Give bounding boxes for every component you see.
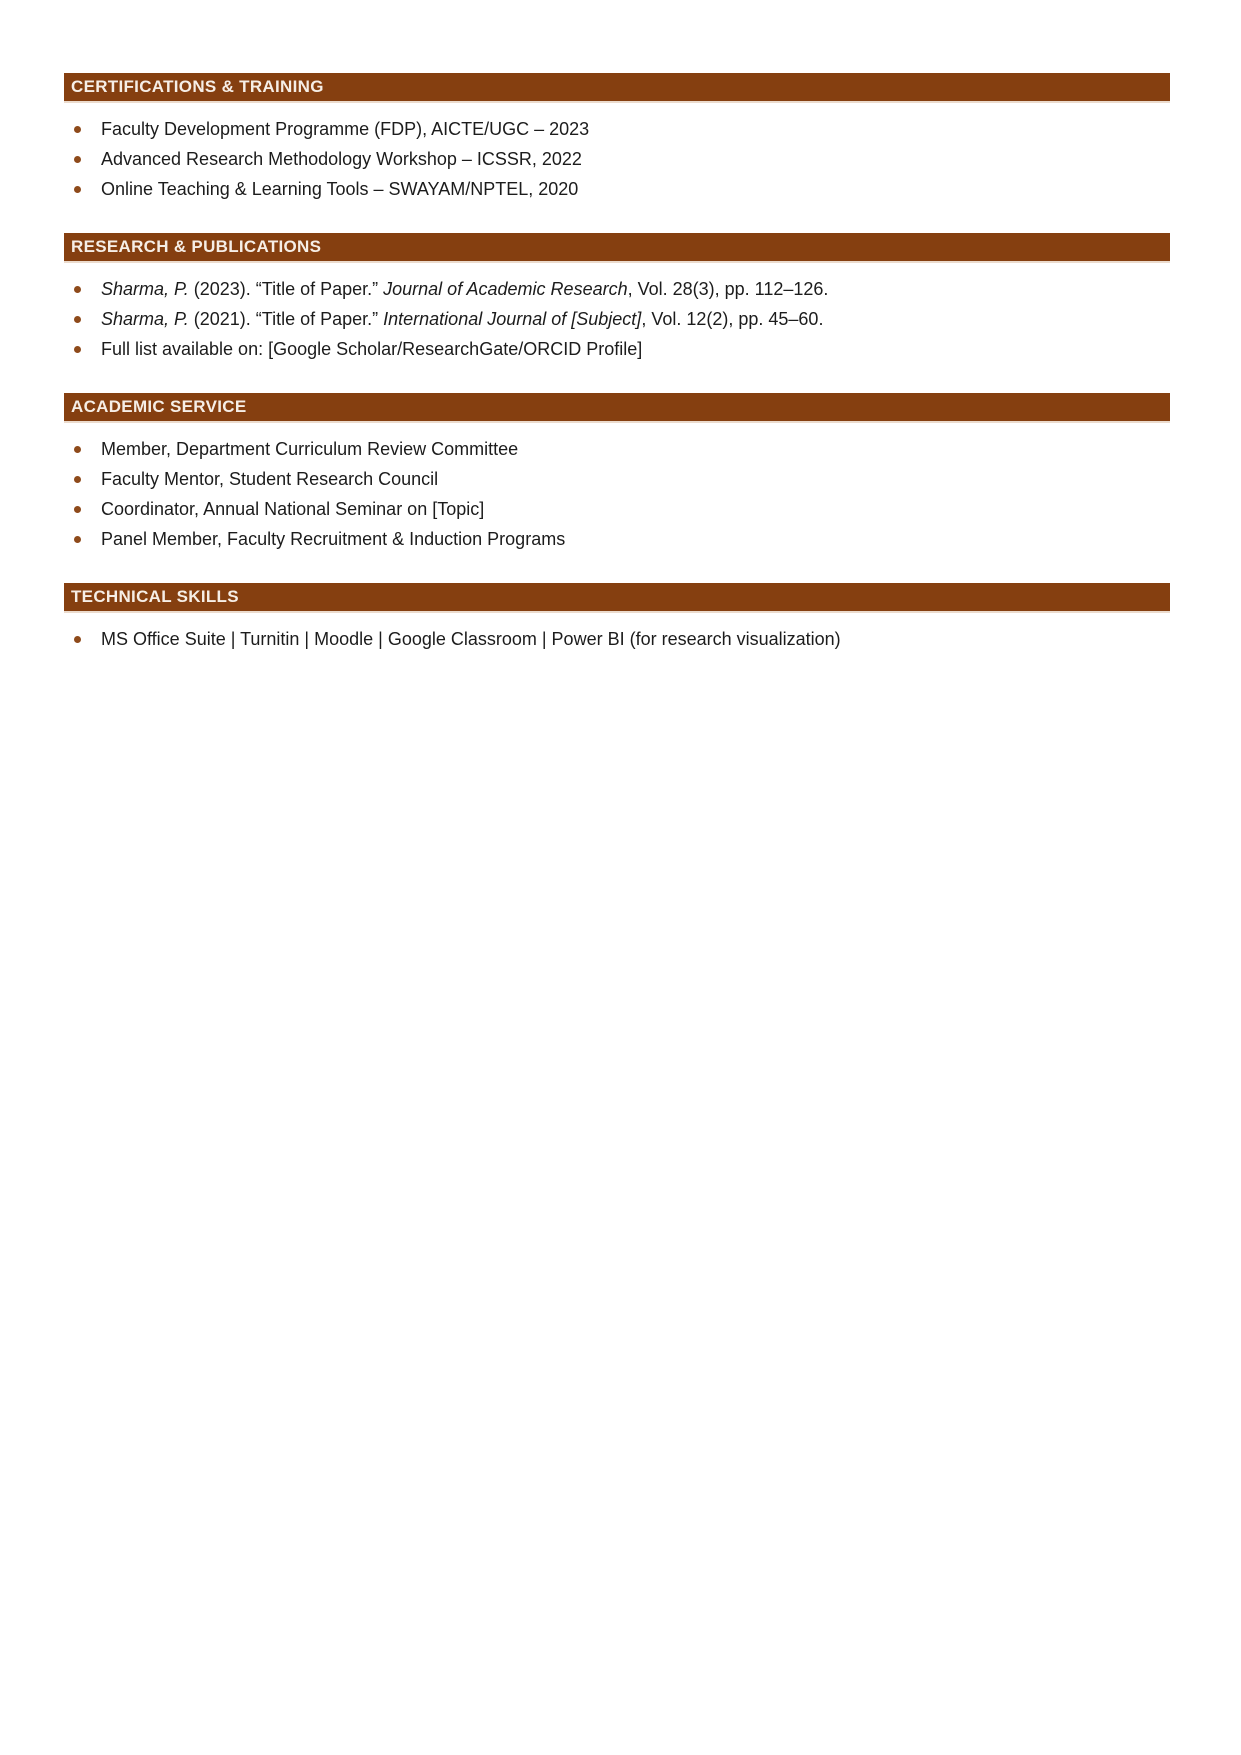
text-run-italic: Sharma, P. [101, 279, 189, 299]
list-item-text [101, 464, 1170, 494]
section-list [64, 274, 1170, 364]
bullet-icon [64, 334, 101, 353]
section-header: ACADEMIC SERVICE [64, 393, 1170, 421]
bullet-dot-icon [74, 126, 81, 133]
list-item-text [101, 144, 1170, 174]
text-run: Faculty Development Programme (FDP), AICTE/UGC – 2023 [101, 119, 590, 139]
list-item [64, 524, 1170, 554]
list-item [64, 624, 1170, 654]
list-item-text [101, 334, 1170, 364]
list-item [64, 144, 1170, 174]
bullet-dot-icon [74, 316, 81, 323]
text-run-italic: Journal of Academic Research [383, 279, 628, 299]
list-item [64, 334, 1170, 364]
list-item [64, 494, 1170, 524]
text-run: (2023). “Title of Paper.” [188, 279, 384, 299]
list-item [64, 274, 1170, 304]
list-item-text [101, 304, 1170, 334]
bullet-dot-icon [74, 186, 81, 193]
list-item [64, 174, 1170, 204]
list-item [64, 114, 1170, 144]
resume-section [64, 583, 1170, 654]
bullet-icon [64, 274, 101, 293]
section-list [64, 434, 1170, 554]
list-item [64, 304, 1170, 334]
bullet-icon [64, 144, 101, 163]
list-item-text [101, 524, 1170, 554]
list-item-text [101, 174, 1170, 204]
list-item [64, 434, 1170, 464]
text-run-italic: Sharma, P. [101, 309, 189, 329]
list-item-text [101, 624, 1170, 654]
list-item [64, 464, 1170, 494]
bullet-icon [64, 174, 101, 193]
resume-section [64, 393, 1170, 554]
bullet-icon [64, 304, 101, 323]
list-item-text [101, 114, 1170, 144]
section-list [64, 624, 1170, 654]
section-header: TECHNICAL SKILLS [64, 583, 1170, 611]
bullet-dot-icon [74, 636, 81, 643]
document-content [64, 73, 1170, 683]
text-run: Faculty Mentor, Student Research Council [101, 469, 439, 489]
bullet-dot-icon [74, 506, 81, 513]
text-run: Advanced Research Methodology Workshop – ICSSR, 2022 [101, 149, 582, 169]
bullet-dot-icon [74, 156, 81, 163]
section-header: RESEARCH & PUBLICATIONS [64, 233, 1170, 261]
text-run: (2021). “Title of Paper.” [188, 309, 384, 329]
bullet-dot-icon [74, 476, 81, 483]
text-run-italic: International Journal of [Subject] [383, 309, 642, 329]
text-run: Member, Department Curriculum Review Committee [101, 439, 519, 459]
text-run: Online Teaching & Learning Tools – SWAYAM/NPTEL, 2020 [101, 179, 579, 199]
text-run: Coordinator, Annual National Seminar on [Topic] [101, 499, 485, 519]
text-run: MS Office Suite | Turnitin | Moodle | Google Classroom | Power BI (for research visualization) [101, 629, 841, 649]
bullet-dot-icon [74, 346, 81, 353]
list-item-text [101, 434, 1170, 464]
bullet-icon [64, 494, 101, 513]
bullet-icon [64, 464, 101, 483]
bullet-icon [64, 524, 101, 543]
resume-section [64, 73, 1170, 204]
bullet-icon [64, 434, 101, 453]
bullet-dot-icon [74, 286, 81, 293]
resume-section [64, 233, 1170, 364]
text-run: , Vol. 12(2), pp. 45–60. [641, 309, 824, 329]
bullet-dot-icon [74, 446, 81, 453]
text-run: Full list available on: [Google Scholar/ResearchGate/ORCID Profile] [101, 339, 643, 359]
section-header: CERTIFICATIONS & TRAINING [64, 73, 1170, 101]
text-run: Panel Member, Faculty Recruitment & Induction Programs [101, 529, 566, 549]
bullet-icon [64, 624, 101, 643]
list-item-text [101, 494, 1170, 524]
list-item-text [101, 274, 1170, 304]
text-run: , Vol. 28(3), pp. 112–126. [627, 279, 829, 299]
bullet-dot-icon [74, 536, 81, 543]
bullet-icon [64, 114, 101, 133]
section-list [64, 114, 1170, 204]
